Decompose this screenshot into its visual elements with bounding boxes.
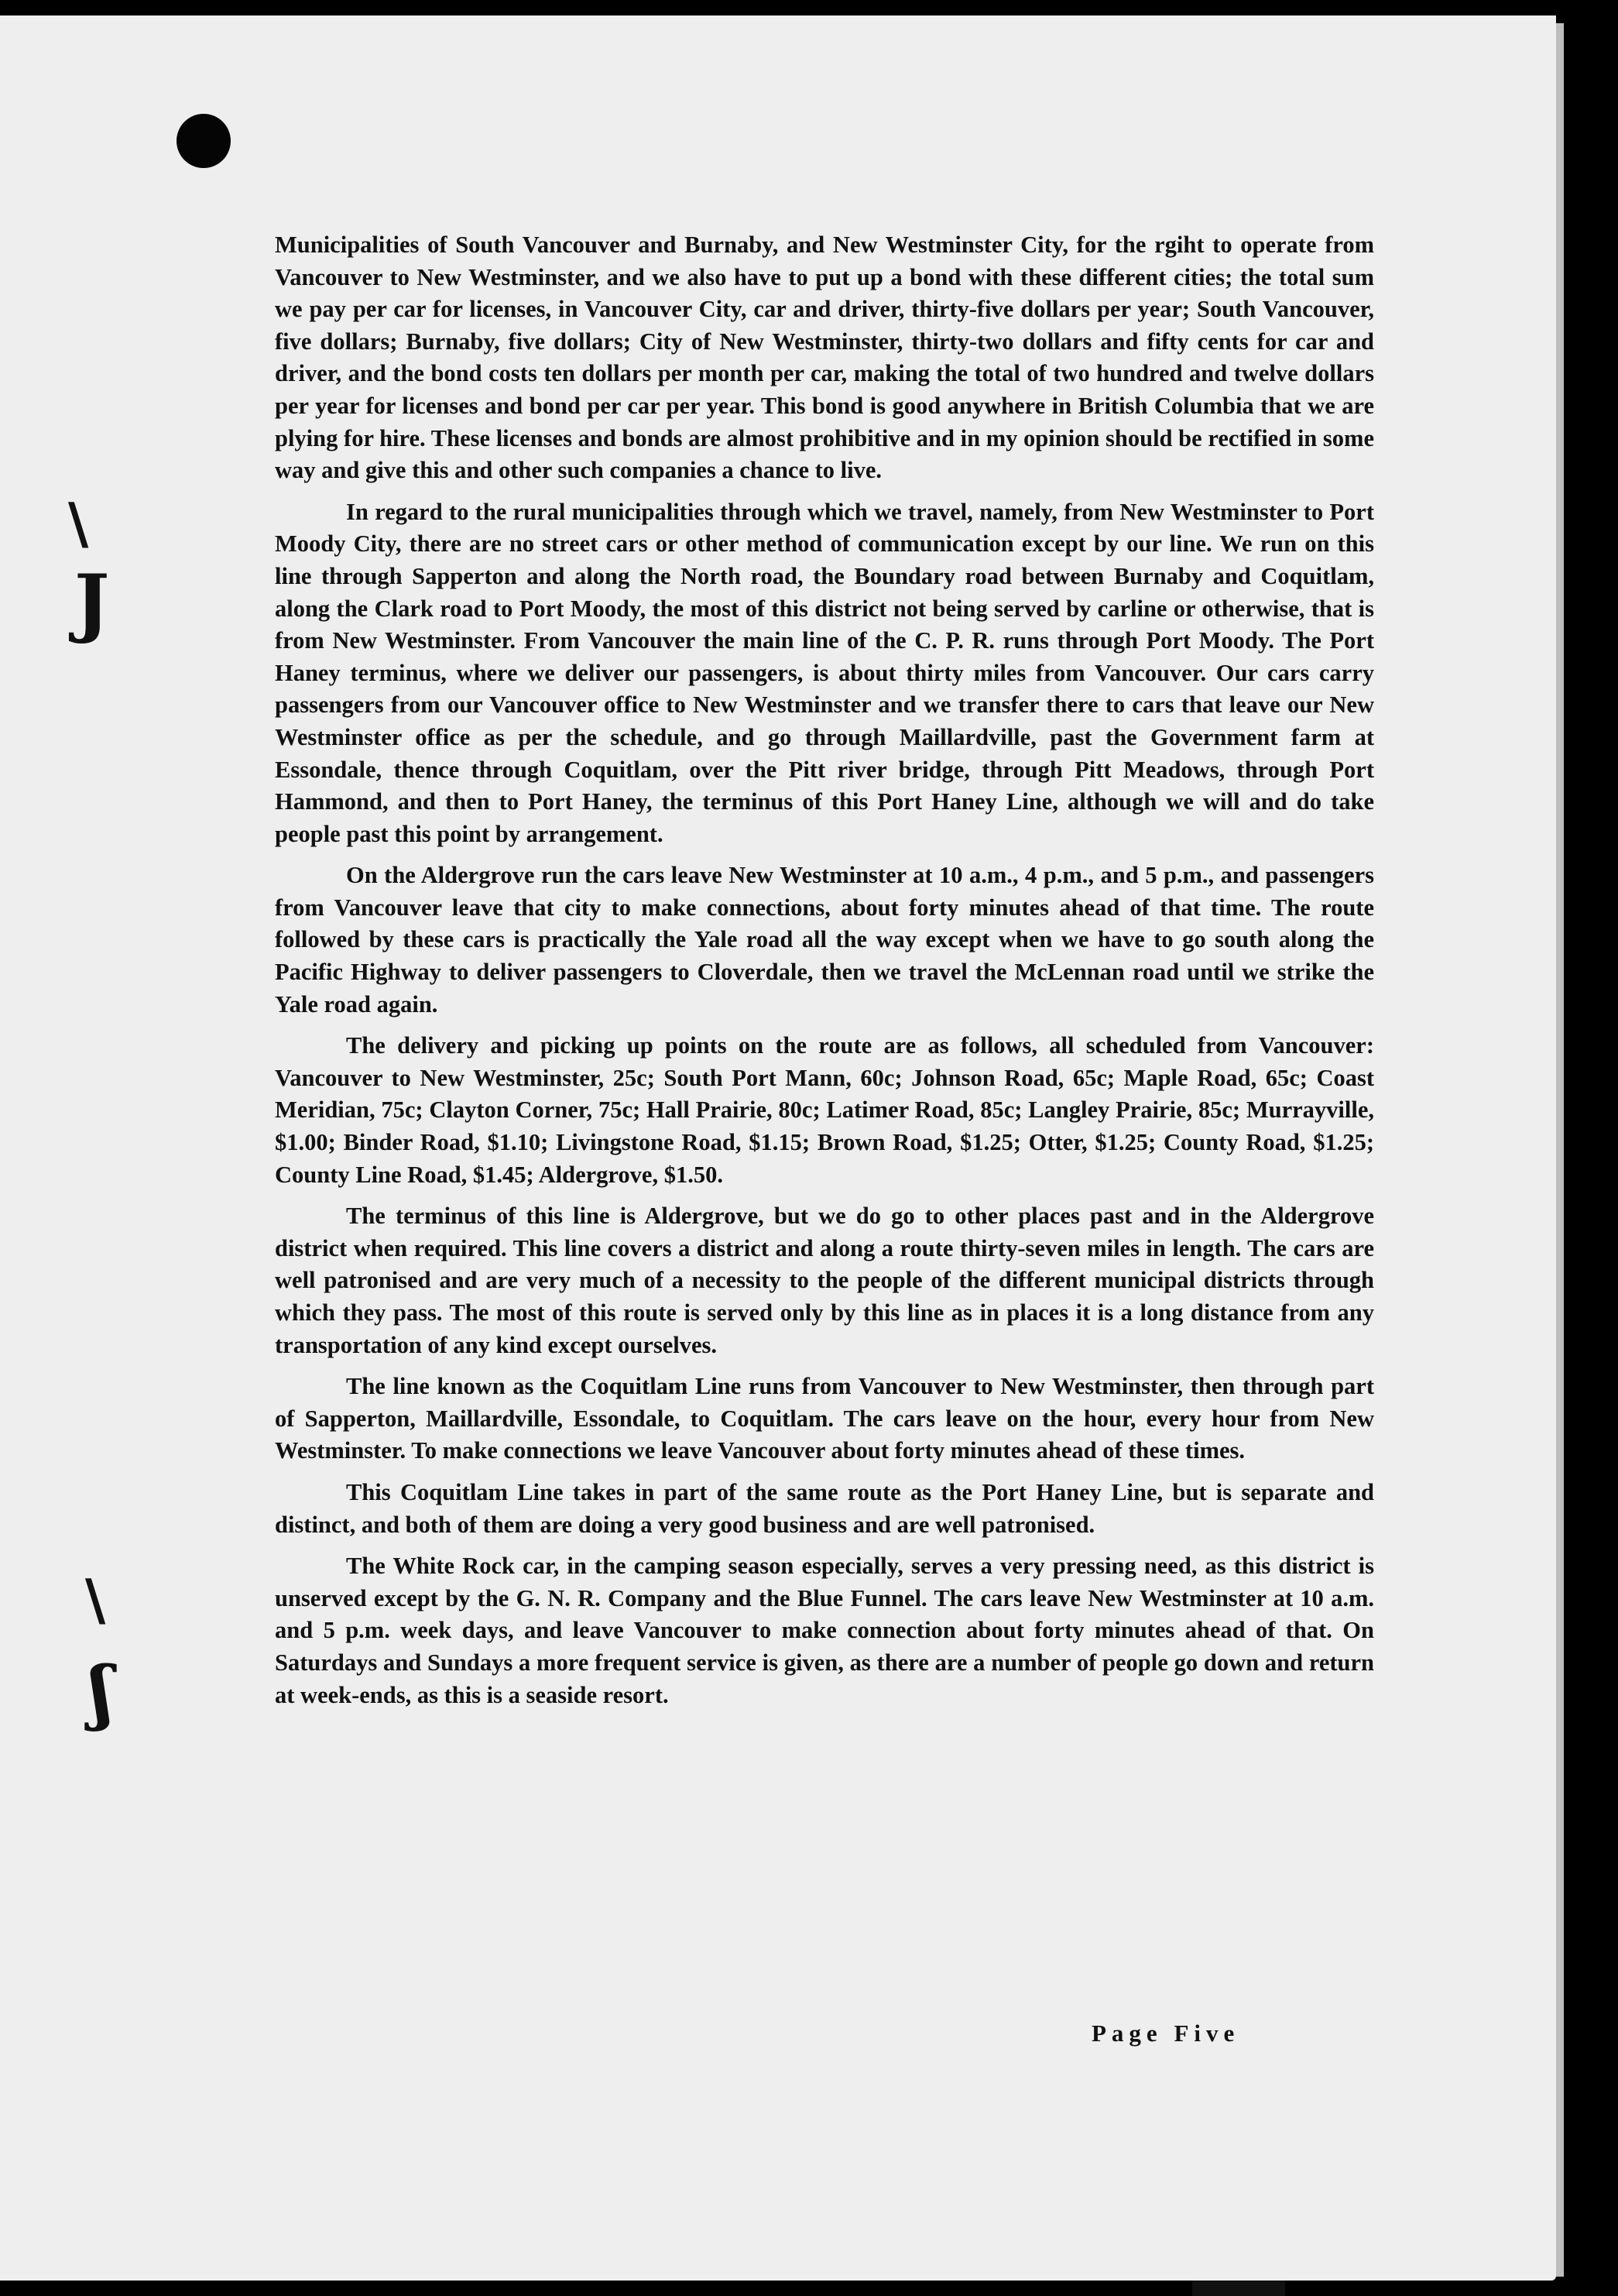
margin-mark: \ <box>85 1567 106 1632</box>
paragraph-white-rock: The White Rock car, in the camping season especially, serves a very pressing need, as this district is unserved except by the G. N. R. Company and the Blue Funnel. The cars leave New Westminster at 10 a.m. and 5 p.m. week days, and leave Vancouver to make connection about forty minutes ahead of that. On Saturdays and Sundays a more frequent service is given, as there are a number of people go down and return at week-ends, as this is a seaside resort. <box>275 1553 1374 1708</box>
paragraph-coquitlam-route: This Coquitlam Line takes in part of the same route as the Port Haney Line, but is separate and distinct, and both of them are doing a very good business and are well patronised. <box>275 1478 1374 1538</box>
page-number: Page Five <box>1092 2020 1240 2047</box>
paragraph-coquitlam-line: The line known as the Coquitlam Line runs from Vancouver to New Westminster, then through part of Sapperton, Maillardville, Essondale, to Coquitlam. The cars leave on the hour, every hour from New Westminster. To make connections we leave Vancouver about forty minutes ahead of these times. <box>275 1373 1374 1464</box>
scan-shadow <box>1192 2281 1285 2296</box>
paragraph-aldergrove-run: On the Aldergrove run the cars leave New Westminster at 10 a.m., 4 p.m., and 5 p.m., and passengers from Vancouver leave that city to make connections, about forty minutes ahead of that time. The route followed by these cars is practically the Yale road all the way except when we have to go south along the Pacific Highway to deliver passengers to Cloverdale, then we travel the McLennan road until we strike the Yale road again. <box>275 862 1374 1018</box>
margin-mark: J <box>74 558 110 646</box>
margin-mark: \ <box>68 490 89 556</box>
paragraph-licenses: Municipalities of South Vancouver and Burnaby, and New Westminster City, for the rgiht to operate from Vancouver to New Westminster, and we also have to put up a bond with these different cities; the total sum we pay per car for licenses, in Vancouver City, car and driver, thirty-five dollars per year; South Vancouver, five dollars; Burnaby, five dollars; City of New Westminster, thirty-two dollars and fifty cents for car and driver, and the bond costs ten dollars per month per car, making the total of two hundred and twelve dollars per year for licenses and bond per car per year. This bond is good anywhere in British Columbia that we are plying for hire. These licenses and bonds are almost prohibitive and in my opinion should be rectified in some way and give this and other such companies a chance to live. <box>275 232 1374 484</box>
margin-mark: ʃ <box>90 1651 113 1733</box>
paragraph-aldergrove-terminus: The terminus of this line is Aldergrove, but we do go to other places past and in the Aldergrove district when required. This line covers a district and along a route thirty-seven miles in length. The cars are well patronised and are very much of a necessity to the people of the different municipal districts through which they pass. The most of this route is served only by this line as in places it is a long distance from any transportation of any kind except ourselves. <box>275 1203 1374 1358</box>
punch-hole <box>177 114 231 168</box>
paragraph-rural-municipalities: In regard to the rural municipalities through which we travel, namely, from New Westminster to Port Moody City, there are no street cars or other method of communication except by our line. We run on this line through Sapperton and along the North road, the Boundary road between Burnaby and Coquitlam, along the Clark road to Port Moody, the most of this district not being served by carline or otherwise, that is from New Westminster. From Vancouver the main line of the C. P. R. runs through Port Moody. The Port Haney terminus, where we deliver our passengers, is about thirty miles from Vancouver. Our cars carry passengers from our Vancouver office to New Westminster and we transfer there to cars that leave our New Westminster office as per the schedule, and go through Maillardville, past the Government farm at Essondale, thence through Coquitlam, over the Pitt river bridge, through Pitt Meadows, through Port Hammond, and then to Port Haney, the terminus of this Port Haney Line, although we will and do take people past this point by arrangement. <box>275 498 1374 847</box>
paper-edge <box>1556 23 1564 2277</box>
body-text <box>275 229 1374 1721</box>
paragraph-delivery-points: The delivery and picking up points on the route are as follows, all scheduled from Vancouver: Vancouver to New Westminster, 25c; South Port Mann, 60c; Johnson Road, 65c; Maple Road, 65c; Coast Meridian, 75c; Clayton Corner, 75c; Hall Prairie, 80c; Latimer Road, 85c; Langley Prairie, 85c; Murrayville, $1.00; Binder Road, $1.10; Livingstone Road, $1.15; Brown Road, $1.25; Otter, $1.25; County Road, $1.25; County Line Road, $1.45; Aldergrove, $1.50. <box>275 1032 1374 1188</box>
